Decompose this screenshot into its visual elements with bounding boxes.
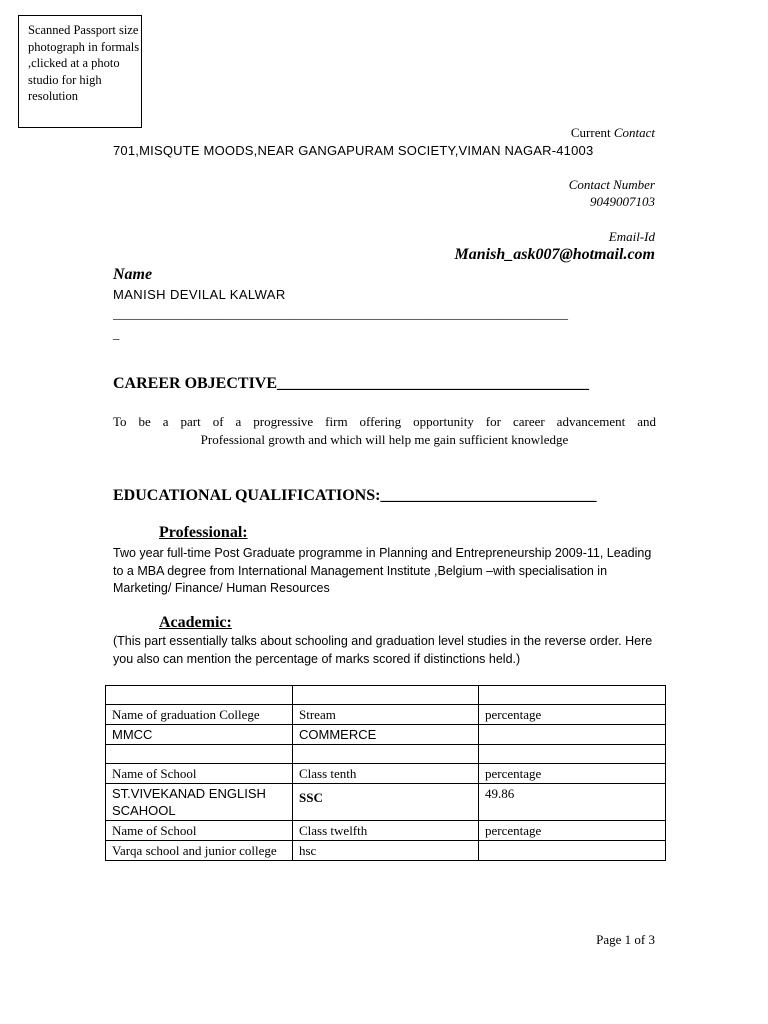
table-cell — [479, 841, 666, 861]
career-objective-line1: To be a part of a progressive firm offering opportunity for career advancement and — [113, 414, 656, 429]
table-row — [106, 705, 666, 725]
table-cell: Stream — [293, 705, 479, 725]
table-cell: percentage — [479, 705, 666, 725]
page-number: Page 1 of 3 — [596, 932, 655, 947]
current-label-plain: Current — [570, 125, 614, 140]
education-table — [105, 685, 666, 861]
table-cell: 49.86 — [479, 784, 666, 821]
table-row — [106, 821, 666, 841]
email-value: Manish_ask007@hotmail.com — [454, 246, 655, 263]
address: 701,MISQUTE MOODS,NEAR GANGAPURAM SOCIETY,VIMAN NAGAR-41003 — [113, 143, 594, 158]
name-rule-tail: _ — [113, 326, 120, 341]
contact-number-label: Contact Number — [568, 177, 655, 192]
table-cell — [479, 725, 666, 745]
name-label: Name — [113, 266, 153, 283]
table-cell — [106, 745, 293, 764]
photo-note: Scanned Passport size photograph in formals ,clicked at a photo studio for high resolution — [28, 23, 140, 103]
name-rule: ______________________________________________________________________ — [113, 306, 568, 321]
table-cell — [293, 745, 479, 764]
table-cell: MMCC — [106, 725, 293, 745]
table-cell: Name of graduation College — [106, 705, 293, 725]
table-cell: Class tenth — [293, 764, 479, 784]
table-row — [106, 784, 666, 821]
career-objective-line2: Professional growth and which will help me gain sufficient knowledge — [200, 432, 569, 447]
table-row — [106, 725, 666, 745]
table-cell — [293, 686, 479, 705]
current-label-italic: Contact — [613, 125, 655, 140]
table-row — [106, 745, 666, 764]
table-cell: Name of School — [106, 764, 293, 784]
academic-text: (This part essentially talks about schooling and graduation level studies in the reverse order. Here you also can mention the percentage of marks scored if distinctions held.) — [113, 634, 653, 666]
contact-number: 9049007103 — [590, 194, 655, 209]
table-row — [106, 841, 666, 861]
table-cell — [479, 686, 666, 705]
professional-text: Two year full-time Post Graduate programme in Planning and Entrepreneurship 2009-11, Leading to a MBA degree from International Management Institute ,Belgium –with specialisation in Marketing/ Finance/ Human Resources — [113, 546, 652, 595]
table-cell: Class twelfth — [293, 821, 479, 841]
table-cell: Varqa school and junior college — [106, 841, 293, 861]
table-cell: percentage — [479, 764, 666, 784]
table-row — [106, 686, 666, 705]
table-cell: hsc — [293, 841, 479, 861]
academic-title: Academic: — [159, 614, 232, 631]
name-value: MANISH DEVILAL KALWAR — [113, 287, 286, 302]
table-cell: Name of School — [106, 821, 293, 841]
table-cell: SSC — [293, 784, 479, 821]
education-heading: EDUCATIONAL QUALIFICATIONS:___________________________ — [113, 487, 597, 504]
table-row — [106, 764, 666, 784]
table-cell — [106, 686, 293, 705]
photo-placeholder — [18, 15, 142, 128]
table-cell — [479, 745, 666, 764]
current-contact-label — [571, 125, 655, 141]
career-objective-heading: CAREER OBJECTIVE_______________________________________ — [113, 375, 590, 392]
professional-title: Professional: — [159, 524, 248, 541]
table-cell: COMMERCE — [293, 725, 479, 745]
email-label: Email-Id — [608, 229, 655, 244]
table-cell: percentage — [479, 821, 666, 841]
table-cell: ST.VIVEKANAD ENGLISH SCAHOOL — [106, 784, 293, 821]
